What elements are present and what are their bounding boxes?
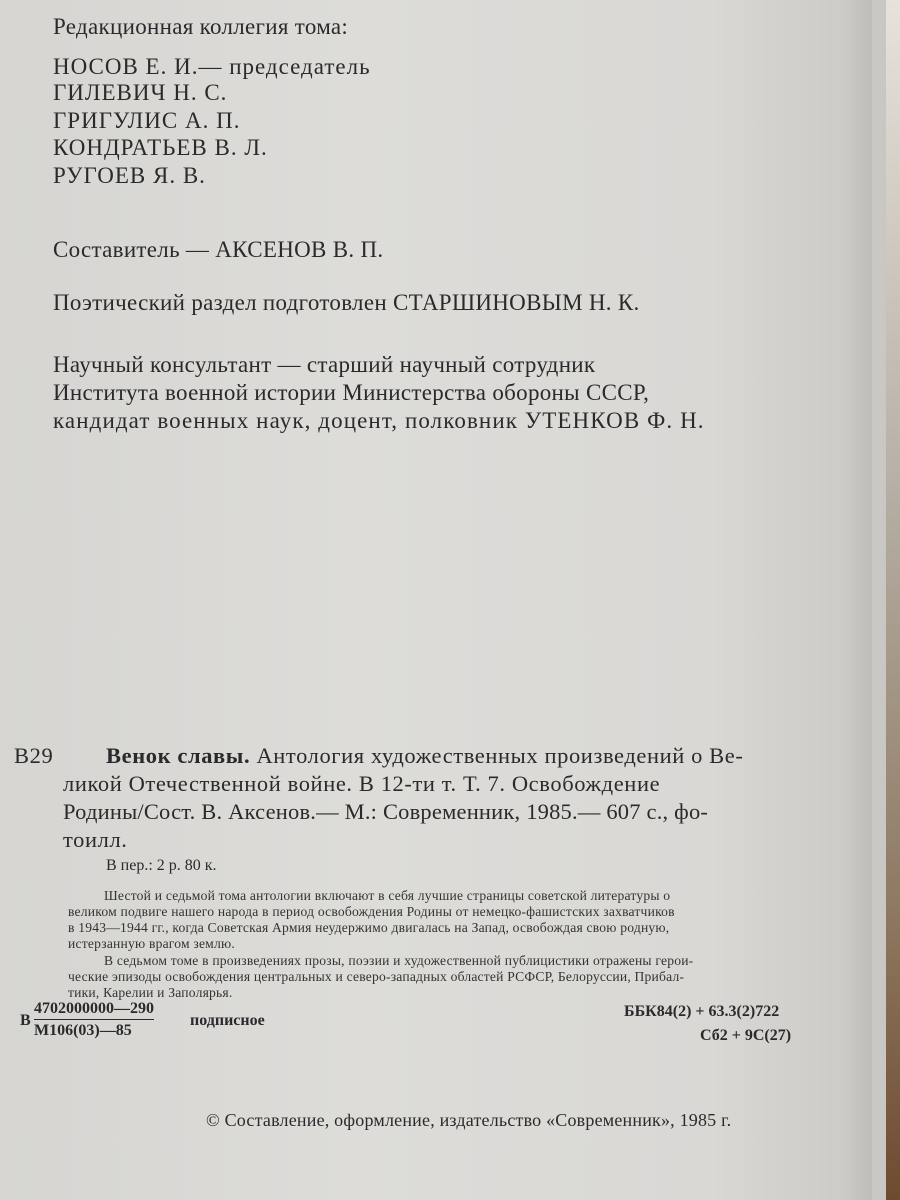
annotation-line: ческие эпизоды освобождения центральных и северо-западных областей РСФСР, Белоруссии, Прибал- — [68, 969, 685, 984]
bbk-line: Сб2 + 9С(27) — [700, 1027, 792, 1044]
code-suffix: подписное — [190, 1012, 265, 1029]
book-title: Венок славы. — [106, 743, 251, 768]
catalog-line: Родины/Сост. В. Аксенов.— М.: Современник, 1985.— 607 с., фо- — [63, 799, 709, 824]
board-member: ГРИГУЛИС А. П. — [53, 108, 241, 133]
catalog-index: В29 — [14, 743, 54, 768]
annotation-line: тики, Карелии и Заполярья. — [68, 985, 233, 1000]
code-denominator: М106(03)—85 — [34, 1022, 132, 1039]
consultant-line: Института военной истории Министерства обороны СССР, — [53, 380, 650, 405]
page-gutter-shadow — [842, 0, 872, 1200]
board-member: КОНДРАТЬЕВ В. Л. — [53, 135, 268, 160]
annotation-line: великом подвиге нашего народа в период освобождения Родины от немецко-фашистских захватчиков — [68, 904, 675, 919]
price: В пер.: 2 р. 80 к. — [106, 857, 217, 874]
board-heading: Редакционная коллегия тома: — [53, 14, 349, 39]
catalog-text: Антология художественных произведений о Ве- — [256, 743, 744, 768]
consultant-line: кандидат военных наук, доцент, полковник УТЕНКОВ Ф. Н. — [53, 408, 705, 433]
poetry-line: Поэтический раздел подготовлен СТАРШИНОВЫМ Н. К. — [53, 290, 640, 315]
annotation-line: истерзанную врагом землю. — [68, 936, 235, 951]
code-prefix: В — [20, 1012, 31, 1029]
consultant-line: Научный консультант — старший научный сотрудник — [53, 352, 596, 377]
catalog-line: тоилл. — [63, 827, 128, 852]
catalog-line — [106, 743, 743, 769]
board-member: ГИЛЕВИЧ Н. С. — [53, 80, 228, 105]
copyright: © Составление, оформление, издательство «Современник», 1985 г. — [206, 1110, 732, 1130]
bbk-line: ББК84(2) + 63.3(2)722 — [624, 1003, 780, 1020]
board-member: НОСОВ Е. И.— председатель — [53, 54, 371, 79]
compiler-line: Составитель — АКСЕНОВ В. П. — [53, 237, 384, 262]
code-numerator: 4702000000—290 — [34, 1000, 154, 1020]
annotation-line: в 1943—1944 гг., когда Советская Армия неудержимо двигалась на Запад, освобождая свою родную, — [68, 920, 670, 935]
catalog-line: ликой Отечественной войне. В 12-ти т. Т. 7. Освобождение — [63, 771, 661, 796]
annotation-line: Шестой и седьмой тома антологии включают в себя лучшие страницы советской литературы о — [104, 888, 671, 903]
board-member: РУГОЕВ Я. В. — [53, 163, 206, 188]
annotation-line: В седьмом томе в произведениях прозы, поэзии и художественной публицистики отражены герои- — [104, 953, 694, 968]
book-edge — [886, 0, 900, 1200]
